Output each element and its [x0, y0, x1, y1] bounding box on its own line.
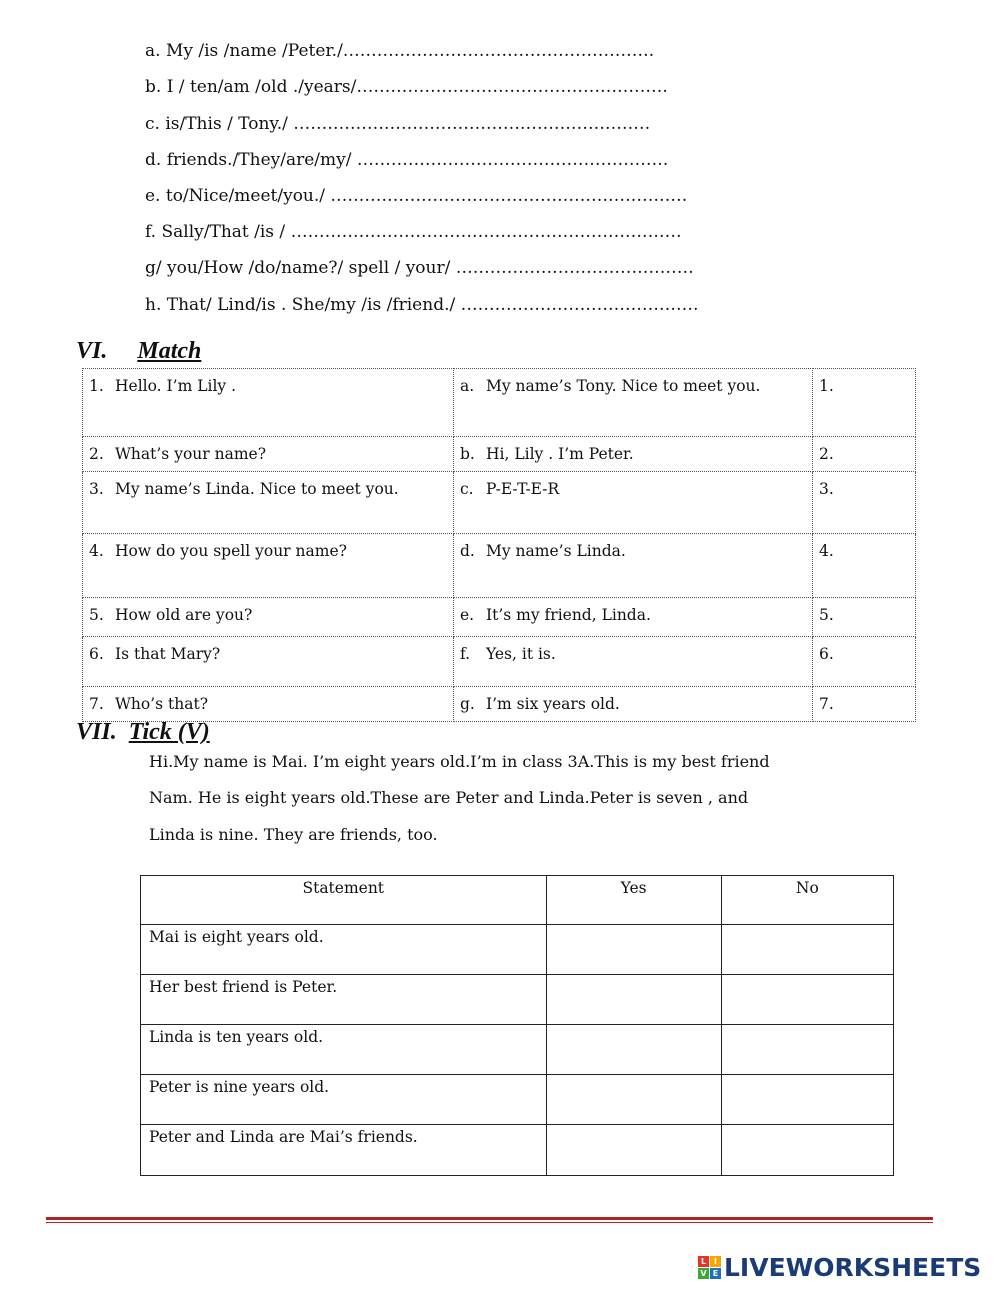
- section-heading: Tick (V): [128, 719, 210, 745]
- brand-name: LIVEWORKSHEETS: [724, 1253, 982, 1282]
- tick-table: [140, 875, 894, 1176]
- match-answer-option: c. P-E-T-E-R: [454, 472, 813, 534]
- no-cell[interactable]: [721, 1025, 893, 1075]
- reorder-line-a: a. My /is /name /Peter./……………………………………………….: [145, 41, 655, 61]
- yes-cell[interactable]: [546, 1075, 721, 1125]
- reorder-line-f: f. Sally/That /is / ……………………………………………………………: [145, 222, 682, 242]
- no-cell[interactable]: [721, 975, 893, 1025]
- match-answer-slot[interactable]: 4.: [813, 534, 916, 598]
- liveworksheets-icon: L I V E: [698, 1256, 721, 1279]
- match-answer-slot[interactable]: 5.: [813, 598, 916, 637]
- match-question: 4. How do you spell your name?: [83, 534, 454, 598]
- match-answer-option: e. It’s my friend, Linda.: [454, 598, 813, 637]
- match-answer-option: g. I’m six years old.: [454, 687, 813, 722]
- match-question: 7. Who’s that?: [83, 687, 454, 722]
- statement-cell: Mai is eight years old.: [141, 925, 547, 975]
- statement-cell: Linda is ten years old.: [141, 1025, 547, 1075]
- yes-cell[interactable]: [546, 925, 721, 975]
- passage-line-3: Linda is nine. They are friends, too.: [149, 825, 438, 844]
- match-row: [83, 369, 916, 437]
- no-cell[interactable]: [721, 1075, 893, 1125]
- reorder-line-c: c. is/This / Tony./ ………………………………………………………: [145, 114, 651, 134]
- match-answer-option: a. My name’s Tony. Nice to meet you.: [454, 369, 813, 437]
- match-answer-slot[interactable]: 1.: [813, 369, 916, 437]
- passage-line-1: Hi.My name is Mai. I’m eight years old.I’m in class 3A.This is my best friend: [149, 752, 770, 771]
- passage-line-2: Nam. He is eight years old.These are Peter and Linda.Peter is seven , and: [149, 788, 749, 807]
- match-answer-slot[interactable]: 3.: [813, 472, 916, 534]
- tick-row: [141, 925, 894, 975]
- tick-header-row: [141, 876, 894, 925]
- no-cell[interactable]: [721, 1125, 893, 1176]
- no-cell[interactable]: [721, 925, 893, 975]
- section-heading: Match: [137, 338, 202, 364]
- match-answer-option: f. Yes, it is.: [454, 637, 813, 687]
- statement-header: Statement: [141, 876, 547, 925]
- match-row: [83, 598, 916, 637]
- section-number: VII.: [76, 719, 117, 745]
- yes-cell[interactable]: [546, 1125, 721, 1176]
- reorder-line-e: e. to/Nice/meet/you./ ………………………………………………………: [145, 186, 688, 206]
- reorder-line-b: b. I / ten/am /old ./years/……………………………………………….: [145, 77, 668, 97]
- tick-row: [141, 975, 894, 1025]
- match-answer-slot[interactable]: 2.: [813, 437, 916, 472]
- match-row: [83, 534, 916, 598]
- yes-cell[interactable]: [546, 1025, 721, 1075]
- yes-cell[interactable]: [546, 975, 721, 1025]
- tick-row: [141, 1075, 894, 1125]
- match-table: [82, 368, 916, 722]
- match-answer-option: d. My name’s Linda.: [454, 534, 813, 598]
- reorder-line-d: d. friends./They/are/my/ ……………………………………………….: [145, 150, 669, 170]
- match-question: 3. My name’s Linda. Nice to meet you.: [83, 472, 454, 534]
- statement-cell: Peter is nine years old.: [141, 1075, 547, 1125]
- section-title-match: [76, 338, 201, 365]
- match-question: 6. Is that Mary?: [83, 637, 454, 687]
- footer-rule-thin: [46, 1222, 933, 1223]
- match-row: [83, 472, 916, 534]
- match-question: 1. Hello. I’m Lily .: [83, 369, 454, 437]
- match-question: 5. How old are you?: [83, 598, 454, 637]
- match-answer-slot[interactable]: 6.: [813, 637, 916, 687]
- section-number: VI.: [76, 338, 108, 364]
- statement-cell: Her best friend is Peter.: [141, 975, 547, 1025]
- tick-row: [141, 1025, 894, 1075]
- statement-cell: Peter and Linda are Mai’s friends.: [141, 1125, 547, 1176]
- reorder-line-g: g/ you/How /do/name?/ spell / your/ ……………………………………: [145, 258, 694, 278]
- no-header: No: [721, 876, 893, 925]
- match-row: [83, 687, 916, 722]
- match-question: 2. What’s your name?: [83, 437, 454, 472]
- yes-header: Yes: [546, 876, 721, 925]
- reorder-line-h: h. That/ Lind/is . She/my /is /friend./ ……………………………………: [145, 295, 699, 315]
- match-row: [83, 437, 916, 472]
- match-answer-slot[interactable]: 7.: [813, 687, 916, 722]
- tick-row: [141, 1125, 894, 1176]
- match-row: [83, 637, 916, 687]
- match-answer-option: b. Hi, Lily . I’m Peter.: [454, 437, 813, 472]
- section-title-tick: [76, 719, 210, 746]
- footer-rule: [46, 1217, 933, 1220]
- liveworksheets-logo: [698, 1253, 981, 1282]
